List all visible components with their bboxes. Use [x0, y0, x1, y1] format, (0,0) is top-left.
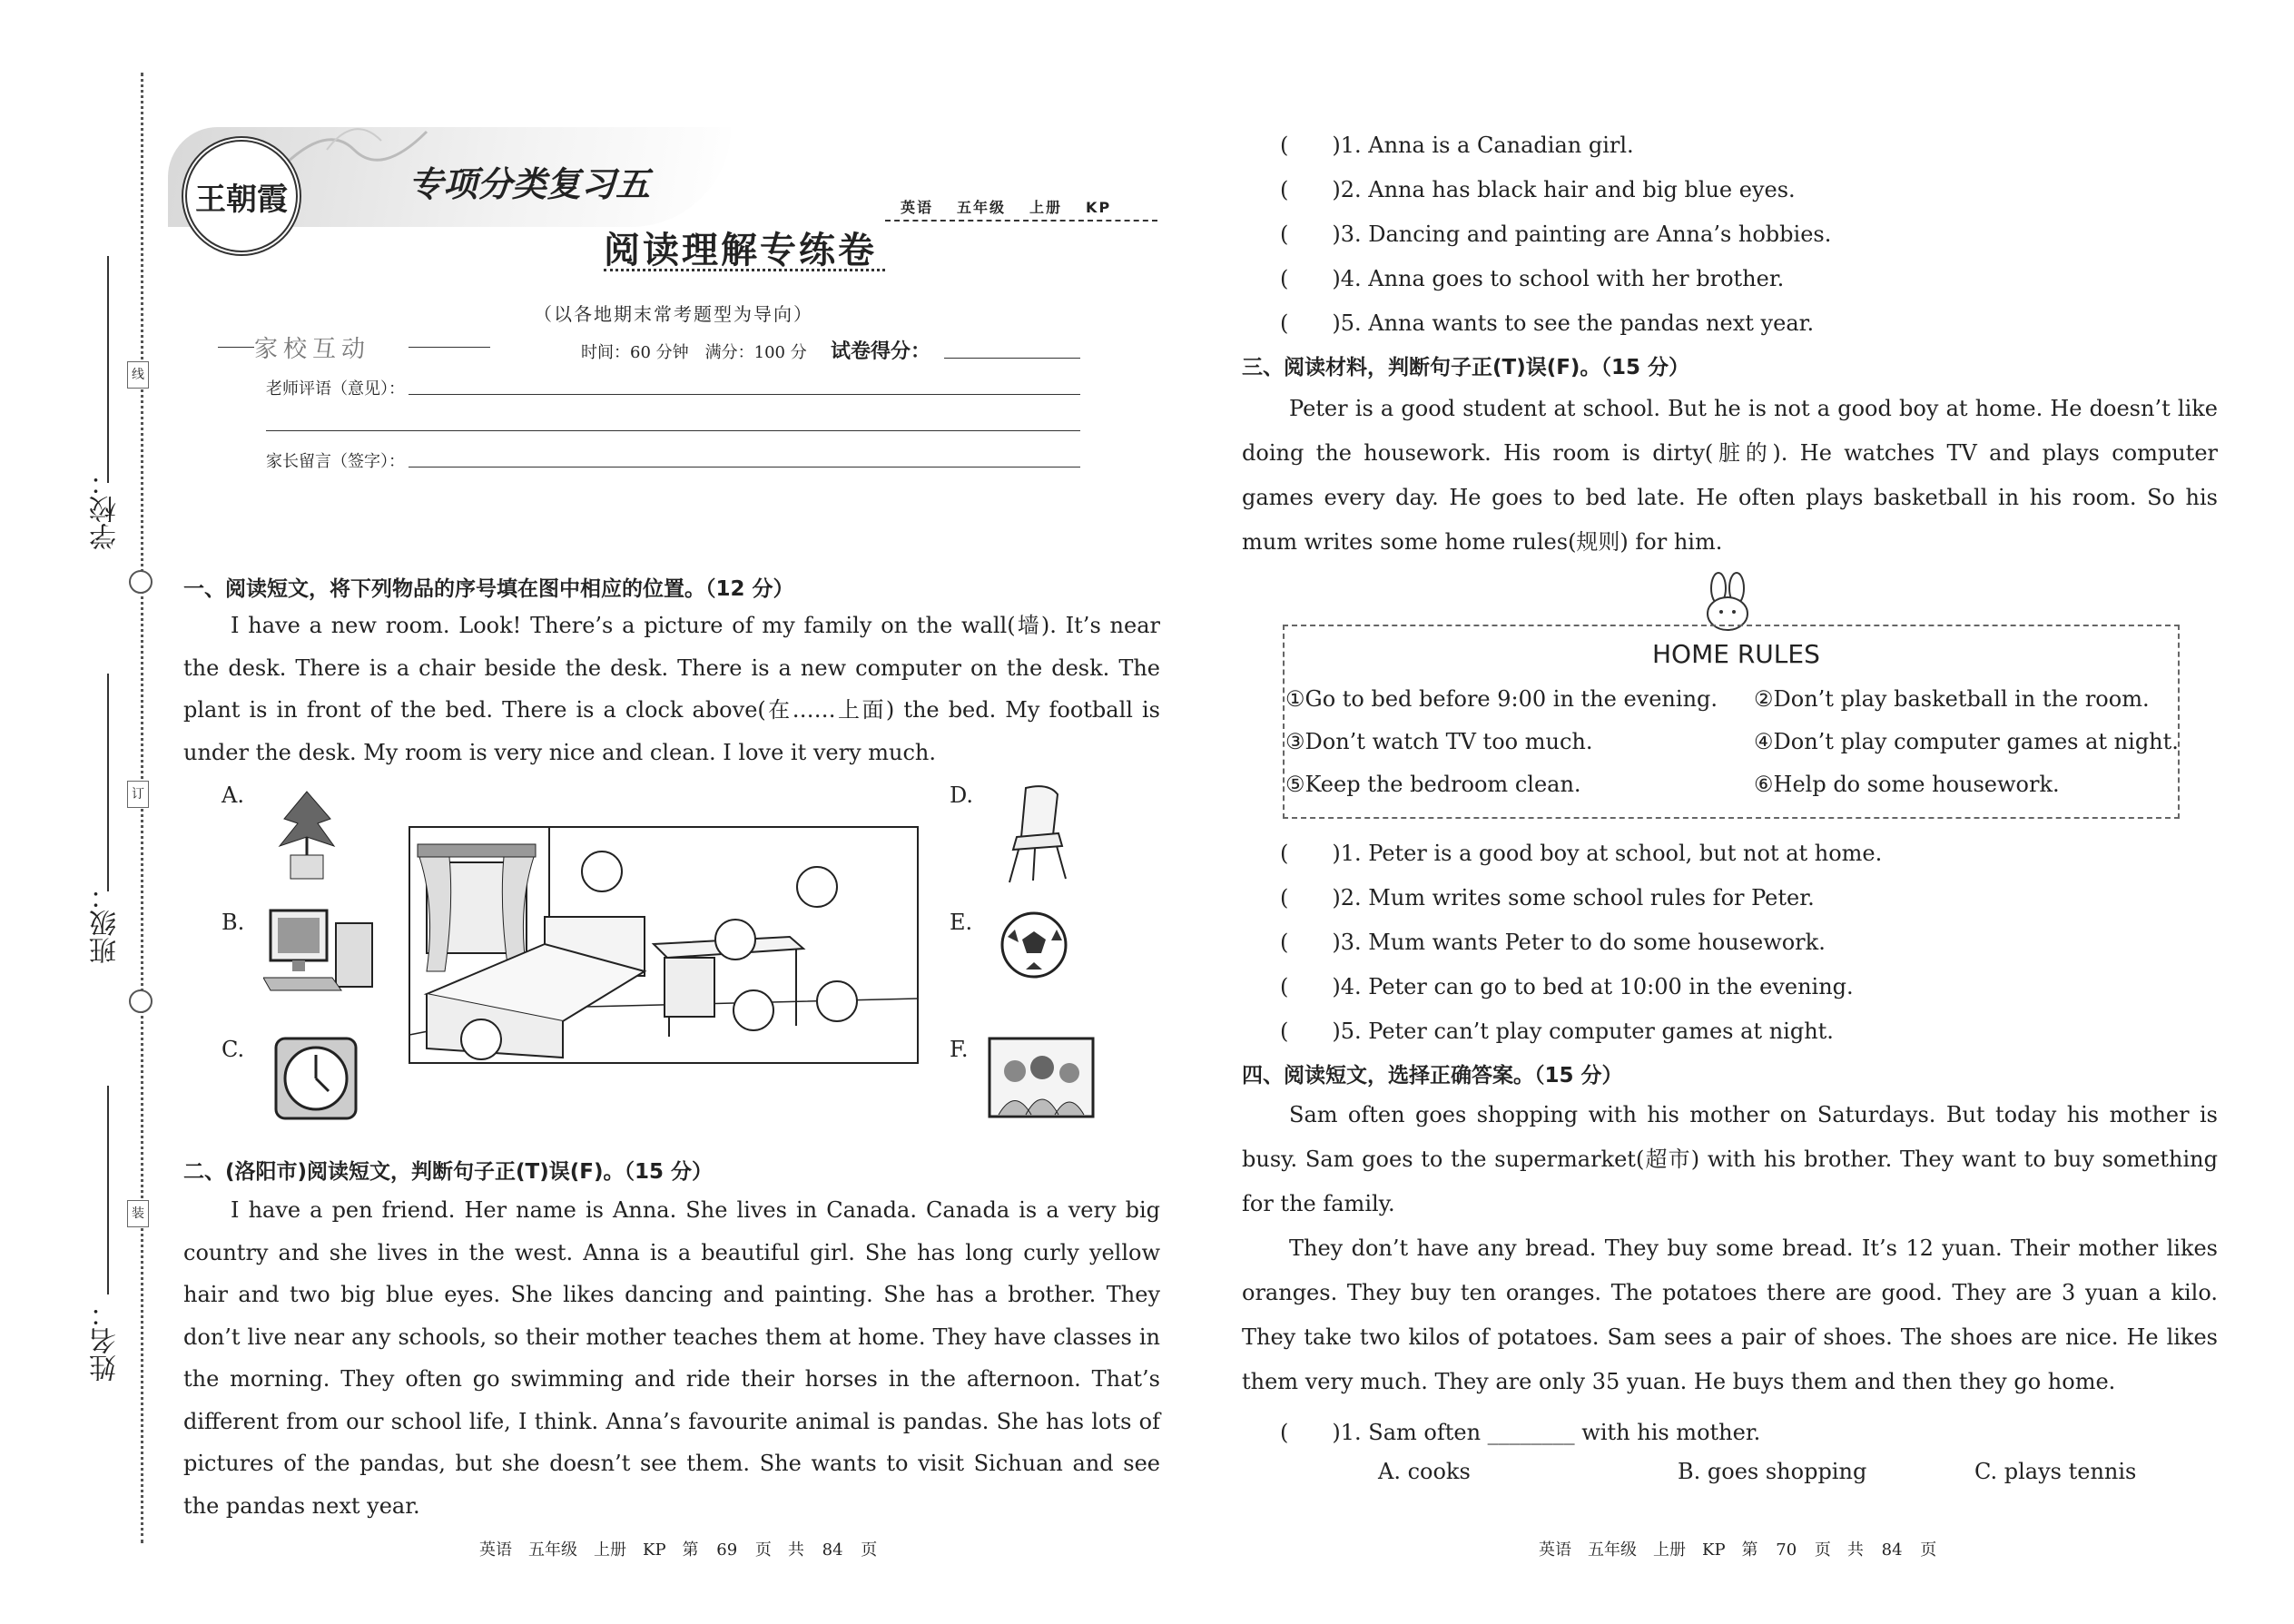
football-picture [999, 910, 1069, 980]
s2-question-4: ( )4. Anna goes to school with her brother. [1280, 266, 1785, 291]
score-label: 试卷得分： [831, 340, 931, 363]
school-line[interactable] [107, 256, 109, 483]
page-footer-left: 英语 五年级 上册 KP 第 69 页 共 84 页 [479, 1540, 878, 1560]
meta-grade: 五年级 [957, 199, 1007, 216]
option-letter-c: C. [222, 1037, 245, 1062]
page-footer-right: 英语 五年级 上册 KP 第 70 页 共 84 页 [1539, 1540, 1937, 1560]
rule-4: ④Don’t play computer games at night. [1754, 729, 2179, 754]
chair-picture [999, 781, 1071, 890]
margin-tag: 线 [127, 361, 149, 389]
time-info: 时间：60 分钟 满分：100 分 [581, 343, 807, 362]
section4-passage-2: They don’t have any bread. They buy some bread. It’s 12 yuan. Their mother likes oranges. They buy ten oranges. The potatoes there are good. They are 3 yuan a kilo. They take two kilos of potatoes. Sam sees a pair of shoes. The shoes are nice. He likes them very much. They are only 35 yuan. He buys them and then they go home. [1242, 1235, 2218, 1394]
bunny-icon [1687, 572, 1768, 632]
jiaxiao-label: 家校互动 [254, 336, 371, 363]
section1-passage: I have a new room. Look! There’s a picture of my family on the wall(墙). It’s near the desk. There is a chair beside the desk. There is a new computer on the desk. The plant is in front of the bed. There is a clock above(在……上面) the bed. My football is under the desk. My room is very nice and clean. I love it very much. [183, 613, 1160, 765]
meta-subject: 英语 [901, 199, 934, 216]
page-title: 阅读理解专练卷 [604, 229, 877, 271]
rule-2: ②Don’t play basketball in the room. [1754, 686, 2150, 712]
s3-question-3: ( )3. Mum wants Peter to do some housework. [1280, 930, 1826, 955]
s3-question-5: ( )5. Peter can’t play computer games at night. [1280, 1019, 1834, 1044]
brand-logo [182, 136, 301, 256]
binding-hole [129, 989, 153, 1013]
meta-volume: 上册 [1029, 199, 1063, 216]
section1-heading: 一、阅读短文，将下列物品的序号填在图中相应的位置。（12 分） [183, 577, 794, 601]
name-label: 姓名： [90, 1300, 122, 1382]
computer-picture [263, 903, 390, 994]
meta-tags [901, 196, 1135, 217]
s4-option-c: C. plays tennis [1974, 1459, 2137, 1484]
series-title: 专项分类复习五 [409, 164, 651, 204]
s2-question-1: ( )1. Anna is a Canadian girl. [1280, 133, 1634, 158]
brand-logo-text: 王朝霞 [195, 181, 288, 218]
option-letter-a: A. [222, 782, 244, 808]
section2-heading: 二、(洛阳市)阅读短文，判断句子正(T)误(F)。（15 分） [183, 1160, 713, 1184]
teacher-comment-label: 老师评语（意见）： [266, 379, 405, 399]
margin-tag: 订 [127, 781, 149, 808]
option-letter-e: E. [950, 910, 973, 935]
teacher-comment-field[interactable] [409, 394, 1080, 395]
clock-picture [274, 1037, 358, 1120]
s2-question-5: ( )5. Anna wants to see the pandas next year. [1280, 310, 1815, 336]
section3-passage: Peter is a good student at school. But he is not a good boy at home. He doesn’t like doing the housework. His room is dirty(脏的). He watches TV and plays computer games every day. He goes to bed late. He often plays basketball in his room. So his mum writes some home rules(规则) for him. [1242, 396, 2218, 555]
jiaxiao-line [218, 347, 254, 348]
jiaxiao-line [409, 347, 490, 348]
name-line[interactable] [107, 1086, 109, 1294]
score-field[interactable] [944, 358, 1080, 359]
s4-option-a: A. cooks [1378, 1459, 1471, 1484]
school-label: 学校： [90, 468, 122, 550]
s3-question-2: ( )2. Mum writes some school rules for Peter. [1280, 885, 1815, 910]
section4-heading: 四、阅读短文，选择正确答案。（15 分） [1242, 1064, 1623, 1088]
s3-question-4: ( )4. Peter can go to bed at 10:00 in the evening. [1280, 974, 1854, 999]
margin-tag: 装 [127, 1200, 149, 1227]
family-picture [988, 1037, 1095, 1118]
plant-picture [271, 782, 343, 882]
section4-passage-1: Sam often goes shopping with his mother on Saturdays. But today his mother is busy. Sam goes to the supermarket(超市) with his brother. They want to buy something for the family. [1242, 1102, 2218, 1216]
option-letter-b: B. [222, 910, 245, 935]
section3-heading: 三、阅读材料，判断句子正(T)误(F)。（15 分） [1242, 356, 1689, 379]
class-line[interactable] [107, 674, 109, 891]
meta-edition: KP [1086, 199, 1112, 216]
s2-question-3: ( )3. Dancing and painting are Anna’s hobbies. [1280, 221, 1832, 247]
meta-divider [885, 220, 1157, 221]
parent-comment-field[interactable] [409, 467, 1080, 468]
rule-3: ③Don’t watch TV too much. [1285, 729, 1593, 754]
parent-comment-label: 家长留言（签字）： [266, 452, 405, 471]
rule-6: ⑥Help do some housework. [1754, 772, 2060, 797]
cut-line [141, 73, 143, 1543]
s3-question-1: ( )1. Peter is a good boy at school, but not at home. [1280, 841, 1883, 866]
page-subtitle: （以各地期末常考题型为导向） [534, 303, 813, 325]
class-label: 班级： [90, 882, 122, 964]
title-underline [604, 269, 885, 271]
s2-question-2: ( )2. Anna has black hair and big blue eyes. [1280, 177, 1796, 202]
rule-5: ⑤Keep the bedroom clean. [1285, 772, 1581, 797]
room-picture [409, 826, 919, 1064]
teacher-comment-field-2[interactable] [266, 430, 1080, 431]
s4-question-1: ( )1. Sam often ________ with his mother. [1280, 1420, 1761, 1445]
option-letter-f: F. [950, 1037, 969, 1062]
option-letter-d: D. [950, 782, 974, 808]
section2-passage: I have a pen friend. Her name is Anna. She lives in Canada. Canada is a very big country and she lives in the west. Anna is a beautiful girl. She has long curly yellow hair and two big blue eyes. She likes dancing and painting. She has a brother. They don’t live near any schools, so their mother teaches them at home. They have classes in the morning. They often go swimming and ride their horses in the afternoon. That’s different from our school life, I think. Anna’s favourite animal is pandas. She has lots of pictures of the pandas, but she doesn’t see them. She wants to visit Sichuan and see the pandas next year. [183, 1197, 1160, 1519]
s4-option-b: B. goes shopping [1678, 1459, 1867, 1484]
home-rules-title: HOME RULES [1652, 639, 1820, 669]
binding-hole [129, 570, 153, 594]
rule-1: ①Go to bed before 9:00 in the evening. [1285, 686, 1718, 712]
